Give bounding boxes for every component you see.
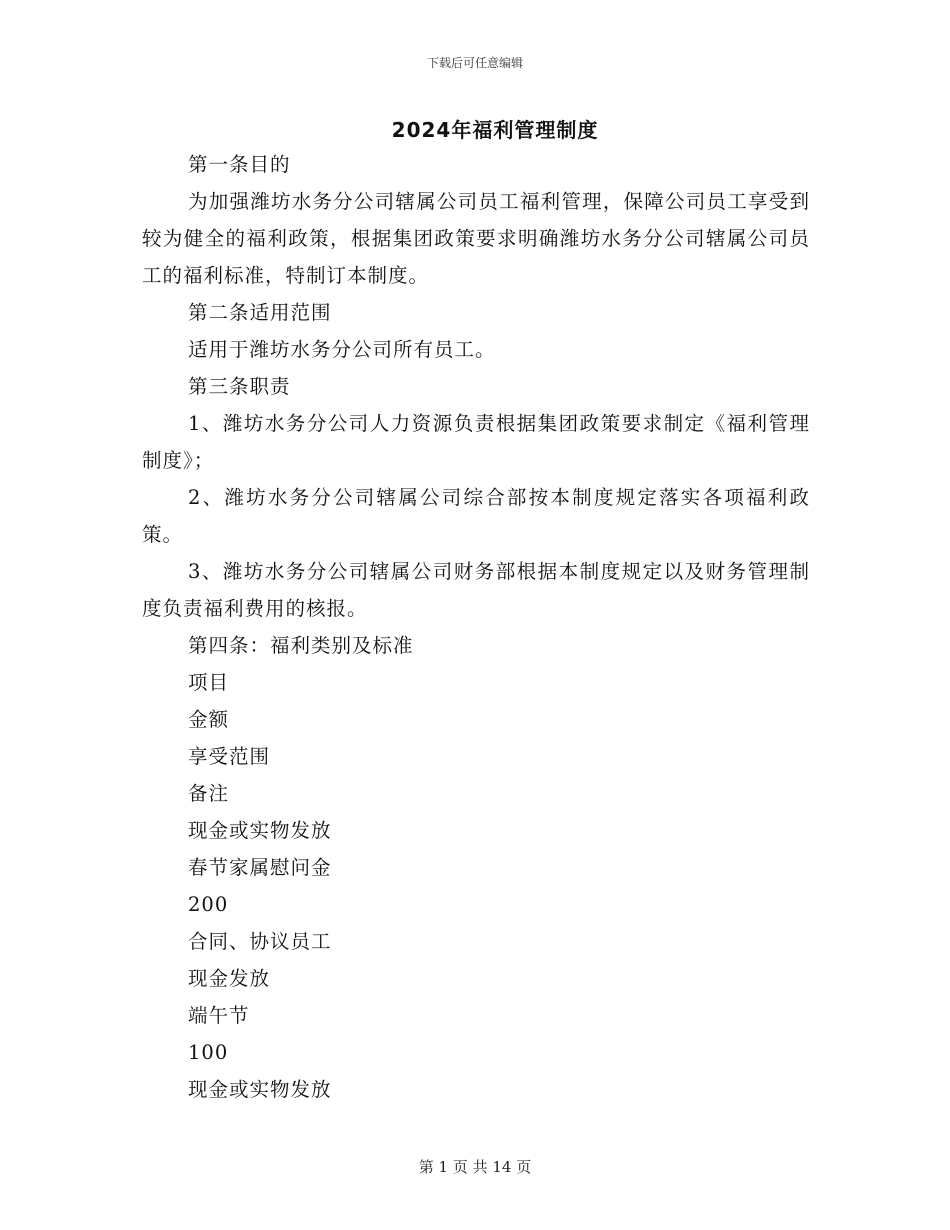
table-cell: 备注 [188,782,230,805]
table-cell: 合同、协议员工 [188,930,332,953]
article-1-text: 为加强潍坊水务分公司辖属公司员工福利管理，保障公司员工享受到较为健全的福利政策，根据集团政策要求明确潍坊水务分公司辖属公司员工的福利标准，特制订本制度。 [142,190,810,287]
page-number: 第 1 页 共 14 页 [418,1158,532,1176]
table-cell: 春节家属慰问金 [188,856,332,879]
table-cell: 端午节 [188,1004,250,1027]
table-cell: 项目 [188,671,230,694]
article-2-heading: 第二条适用范围 [188,301,332,324]
table-cell: 现金或实物发放 [188,819,332,842]
table-cell: 现金发放 [188,967,271,990]
article-2-text: 适用于潍坊水务分公司所有员工。 [188,338,496,361]
table-cell: 金额 [188,708,230,731]
table-cell: 200 [188,893,229,916]
table-cell: 现金或实物发放 [188,1078,332,1101]
header-note: 下载后可任意编辑 [426,56,523,70]
article-3-item-2: 2、潍坊水务分公司辖属公司综合部按本制度规定落实各项福利政策。 [142,486,810,546]
article-3-item-1: 1、潍坊水务分公司人力资源负责根据集团政策要求制定《福利管理制度》； [142,412,810,472]
article-3-item-3: 3、潍坊水务分公司辖属公司财务部根据本制度规定以及财务管理制度负责福利费用的核报。 [142,560,810,620]
article-3-heading: 第三条职责 [188,375,291,398]
table-cell: 享受范围 [188,745,271,768]
article-1-heading: 第一条目的 [188,153,291,176]
table-cell: 100 [188,1041,229,1064]
article-4-heading: 第四条：福利类别及标准 [188,634,414,657]
document-title: 2024年福利管理制度 [391,118,599,142]
document-body [142,146,810,1108]
